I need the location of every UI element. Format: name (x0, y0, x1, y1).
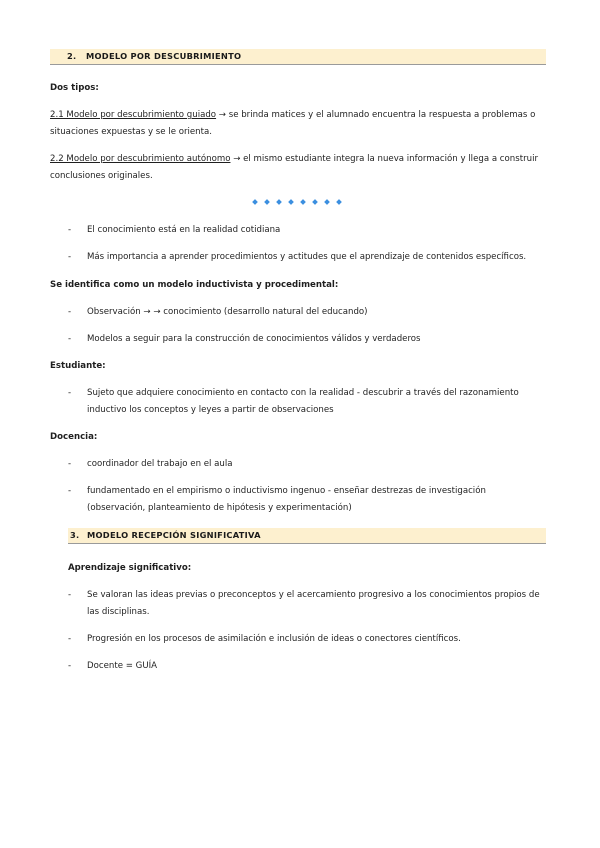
section-2-number: 2. (67, 51, 77, 61)
diamond-icon (312, 199, 318, 205)
diamond-icon (300, 199, 306, 205)
arrow-icon: → (218, 110, 226, 120)
type-2-paragraph (50, 151, 550, 167)
student-description-line1: Sujeto que adquiere conocimiento en contacto con la realidad - descubrir a través del razonamiento (87, 388, 519, 398)
list-dash: - (68, 459, 72, 469)
diamond-icon (336, 199, 342, 205)
list-dash: - (68, 634, 72, 644)
dotted-divider (250, 197, 350, 209)
list-dash: - (68, 661, 72, 671)
list-dash: - (68, 252, 72, 262)
type-2-label: 2.2 Modelo por descubrimiento autónomo (50, 154, 231, 164)
type-2-text-line2: conclusiones originales. (50, 171, 153, 181)
identifies-heading: Se identifica como un modelo inductivista y procedimental: (50, 280, 339, 290)
student-heading: Estudiante: (50, 361, 106, 371)
section-2-header (50, 49, 546, 65)
diamond-icon (324, 199, 330, 205)
section-3-title: MODELO RECEPCIÓN SIGNIFICATIVA (87, 530, 261, 540)
list-item: coordinador del trabajo en el aula (87, 459, 233, 469)
section-3-item1-line1: Se valoran las ideas previas o preconceptos y el acercamiento progresivo a los conocimientos propios de (87, 590, 540, 600)
diamond-icon (276, 199, 282, 205)
section-2-title: MODELO POR DESCUBRIMIENTO (86, 51, 242, 61)
teaching-item2-line2: (observación, planteamiento de hipótesis y experimentación) (87, 503, 352, 513)
section-3-item1-line2: las disciplinas. (87, 607, 150, 617)
list-dash: - (68, 307, 72, 317)
diamond-icon (288, 199, 294, 205)
list-dash: - (68, 388, 72, 398)
list-item: Progresión en los procesos de asimilación e inclusión de ideas o conectores científicos. (87, 634, 461, 644)
list-dash: - (68, 225, 72, 235)
student-description-line2: inductivo los conceptos y leyes a partir de observaciones (87, 405, 334, 415)
type-1-text-line2: situaciones expuestas y se le orienta. (50, 127, 212, 137)
list-dash: - (68, 590, 72, 600)
section-3-number: 3. (70, 530, 80, 540)
type-2-text-line1: el mismo estudiante integra la nueva información y llega a construir (243, 154, 538, 164)
type-1-text-line1: se brinda matices y el alumnado encuentra la respuesta a problemas o (228, 110, 536, 120)
type-1-paragraph (50, 107, 550, 123)
teaching-item2-line1: fundamentado en el empirismo o inductivismo ingenuo - enseñar destrezas de investigación (87, 486, 486, 496)
list-item: Observación → → conocimiento (desarrollo natural del educando) (87, 307, 368, 317)
list-dash: - (68, 334, 72, 344)
arrow-icon: → (233, 154, 241, 164)
teaching-heading: Docencia: (50, 432, 98, 442)
types-heading: Dos tipos: (50, 83, 99, 93)
diamond-icon (264, 199, 270, 205)
diamond-icon (252, 199, 258, 205)
section-3-header (68, 528, 546, 544)
section-3-subheading: Aprendizaje significativo: (68, 563, 192, 573)
list-dash: - (68, 486, 72, 496)
list-item: Más importancia a aprender procedimientos y actitudes que el aprendizaje de contenidos específicos. (87, 252, 527, 262)
list-item: El conocimiento está en la realidad cotidiana (87, 225, 281, 235)
list-item: Docente = GUÍA (87, 661, 158, 671)
type-1-label: 2.1 Modelo por descubrimiento guiado (50, 110, 217, 120)
list-item: Modelos a seguir para la construcción de conocimientos válidos y verdaderos (87, 334, 421, 344)
